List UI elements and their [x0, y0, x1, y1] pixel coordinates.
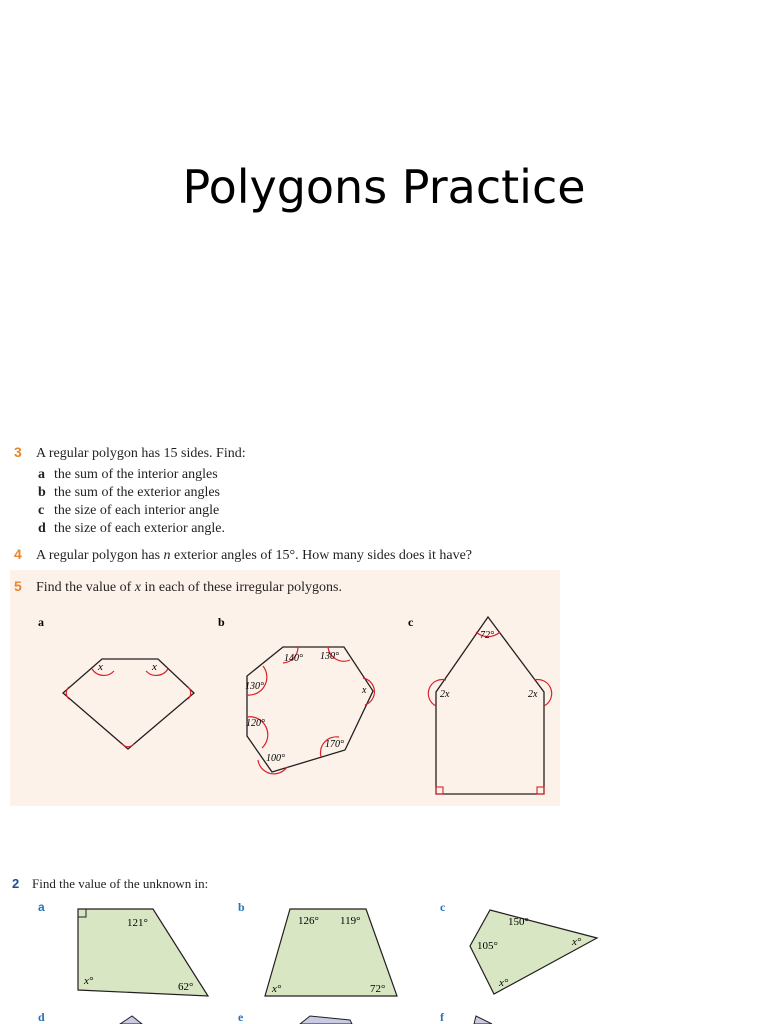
- shape-e-partial: [300, 1016, 352, 1024]
- slide-title: Polygons Practice: [182, 160, 586, 214]
- part-label: a: [38, 467, 45, 482]
- angle-label: 130°: [245, 681, 264, 692]
- question-5-figures: [0, 600, 560, 806]
- part-label: b: [38, 485, 46, 500]
- quadrilateral-a: [78, 909, 208, 996]
- angle-label: 126°: [298, 915, 319, 927]
- question-number: 5: [14, 578, 22, 594]
- question-3: [14, 444, 246, 462]
- figure-label-c: c: [408, 615, 414, 629]
- angle-label: 100°: [266, 753, 285, 764]
- question-3-part-d: [38, 521, 225, 537]
- part-text: the sum of the exterior angles: [54, 485, 221, 500]
- part-text: the size of each exterior angle.: [54, 521, 226, 536]
- angle-label: 170°: [325, 739, 344, 750]
- angle-label: 105°: [477, 940, 498, 952]
- shape-f-partial: [474, 1016, 492, 1024]
- shape-d-partial: [120, 1016, 142, 1024]
- angle-label: x°: [499, 977, 509, 989]
- question-text: exterior angles of 15°. How many sides does it have?: [170, 548, 472, 563]
- angle-label: x: [152, 661, 157, 673]
- question-text: Find the value of: [36, 580, 135, 595]
- angle-label: x°: [572, 936, 582, 948]
- part-label: d: [38, 521, 46, 536]
- question-text: in each of these irregular polygons.: [140, 580, 342, 595]
- figure-label-b: b: [238, 900, 245, 914]
- quadrilateral-c: [470, 910, 597, 994]
- angle-label: 2x: [528, 689, 538, 700]
- question-4: [14, 546, 472, 564]
- quadrilateral-b: [265, 909, 397, 996]
- figure-label-a: a: [38, 900, 45, 914]
- question-number: 2: [12, 876, 20, 891]
- polygon-a: [63, 659, 194, 749]
- polygon-c: [428, 617, 551, 794]
- angle-label: 72°: [480, 630, 494, 641]
- question-3-part-c: [38, 503, 219, 519]
- question-number: 3: [14, 444, 22, 460]
- question-text: A regular polygon has: [36, 548, 164, 563]
- exercise-2-question: [12, 876, 208, 892]
- angle-label: 150°: [508, 916, 529, 928]
- figure-label-e: e: [238, 1010, 244, 1024]
- angle-label: x: [362, 685, 367, 696]
- right-angle-mark: [537, 787, 544, 794]
- question-number: 4: [14, 546, 22, 562]
- variable: n: [163, 548, 171, 563]
- angle-label: 119°: [340, 915, 361, 927]
- angle-label: 72°: [370, 983, 386, 995]
- part-text: the size of each interior angle: [54, 503, 220, 518]
- question-3-part-a: [38, 467, 218, 483]
- question-stem: Find the value of the unknown in:: [32, 876, 209, 891]
- angle-label: x: [98, 661, 103, 673]
- angle-label: 140°: [284, 653, 303, 664]
- right-angle-mark: [436, 787, 443, 794]
- part-label: c: [38, 503, 45, 518]
- figure-label-a: a: [38, 615, 44, 629]
- angle-arc: [92, 669, 114, 675]
- angle-label: x°: [272, 983, 282, 995]
- angle-arc: [146, 669, 168, 675]
- part-text: the sum of the interior angles: [54, 467, 218, 482]
- angle-label: 121°: [127, 917, 148, 929]
- variable: x: [134, 580, 141, 595]
- angle-label: 62°: [178, 981, 194, 993]
- figure-label-b: b: [218, 615, 225, 629]
- angle-label: 130°: [320, 651, 339, 662]
- question-5: [14, 578, 342, 596]
- figure-label-c: c: [440, 900, 446, 914]
- question-3-part-b: [38, 485, 220, 501]
- figure-label-d: d: [38, 1010, 45, 1024]
- angle-label: 2x: [440, 689, 450, 700]
- angle-label: x°: [84, 975, 94, 987]
- polygon-b: [245, 647, 374, 774]
- angle-arc: [122, 744, 134, 747]
- exercise-2-figures: [0, 896, 640, 1024]
- figure-label-f: f: [440, 1010, 444, 1024]
- question-stem: A regular polygon has 15 sides. Find:: [36, 446, 246, 461]
- angle-label: 120°: [246, 718, 265, 729]
